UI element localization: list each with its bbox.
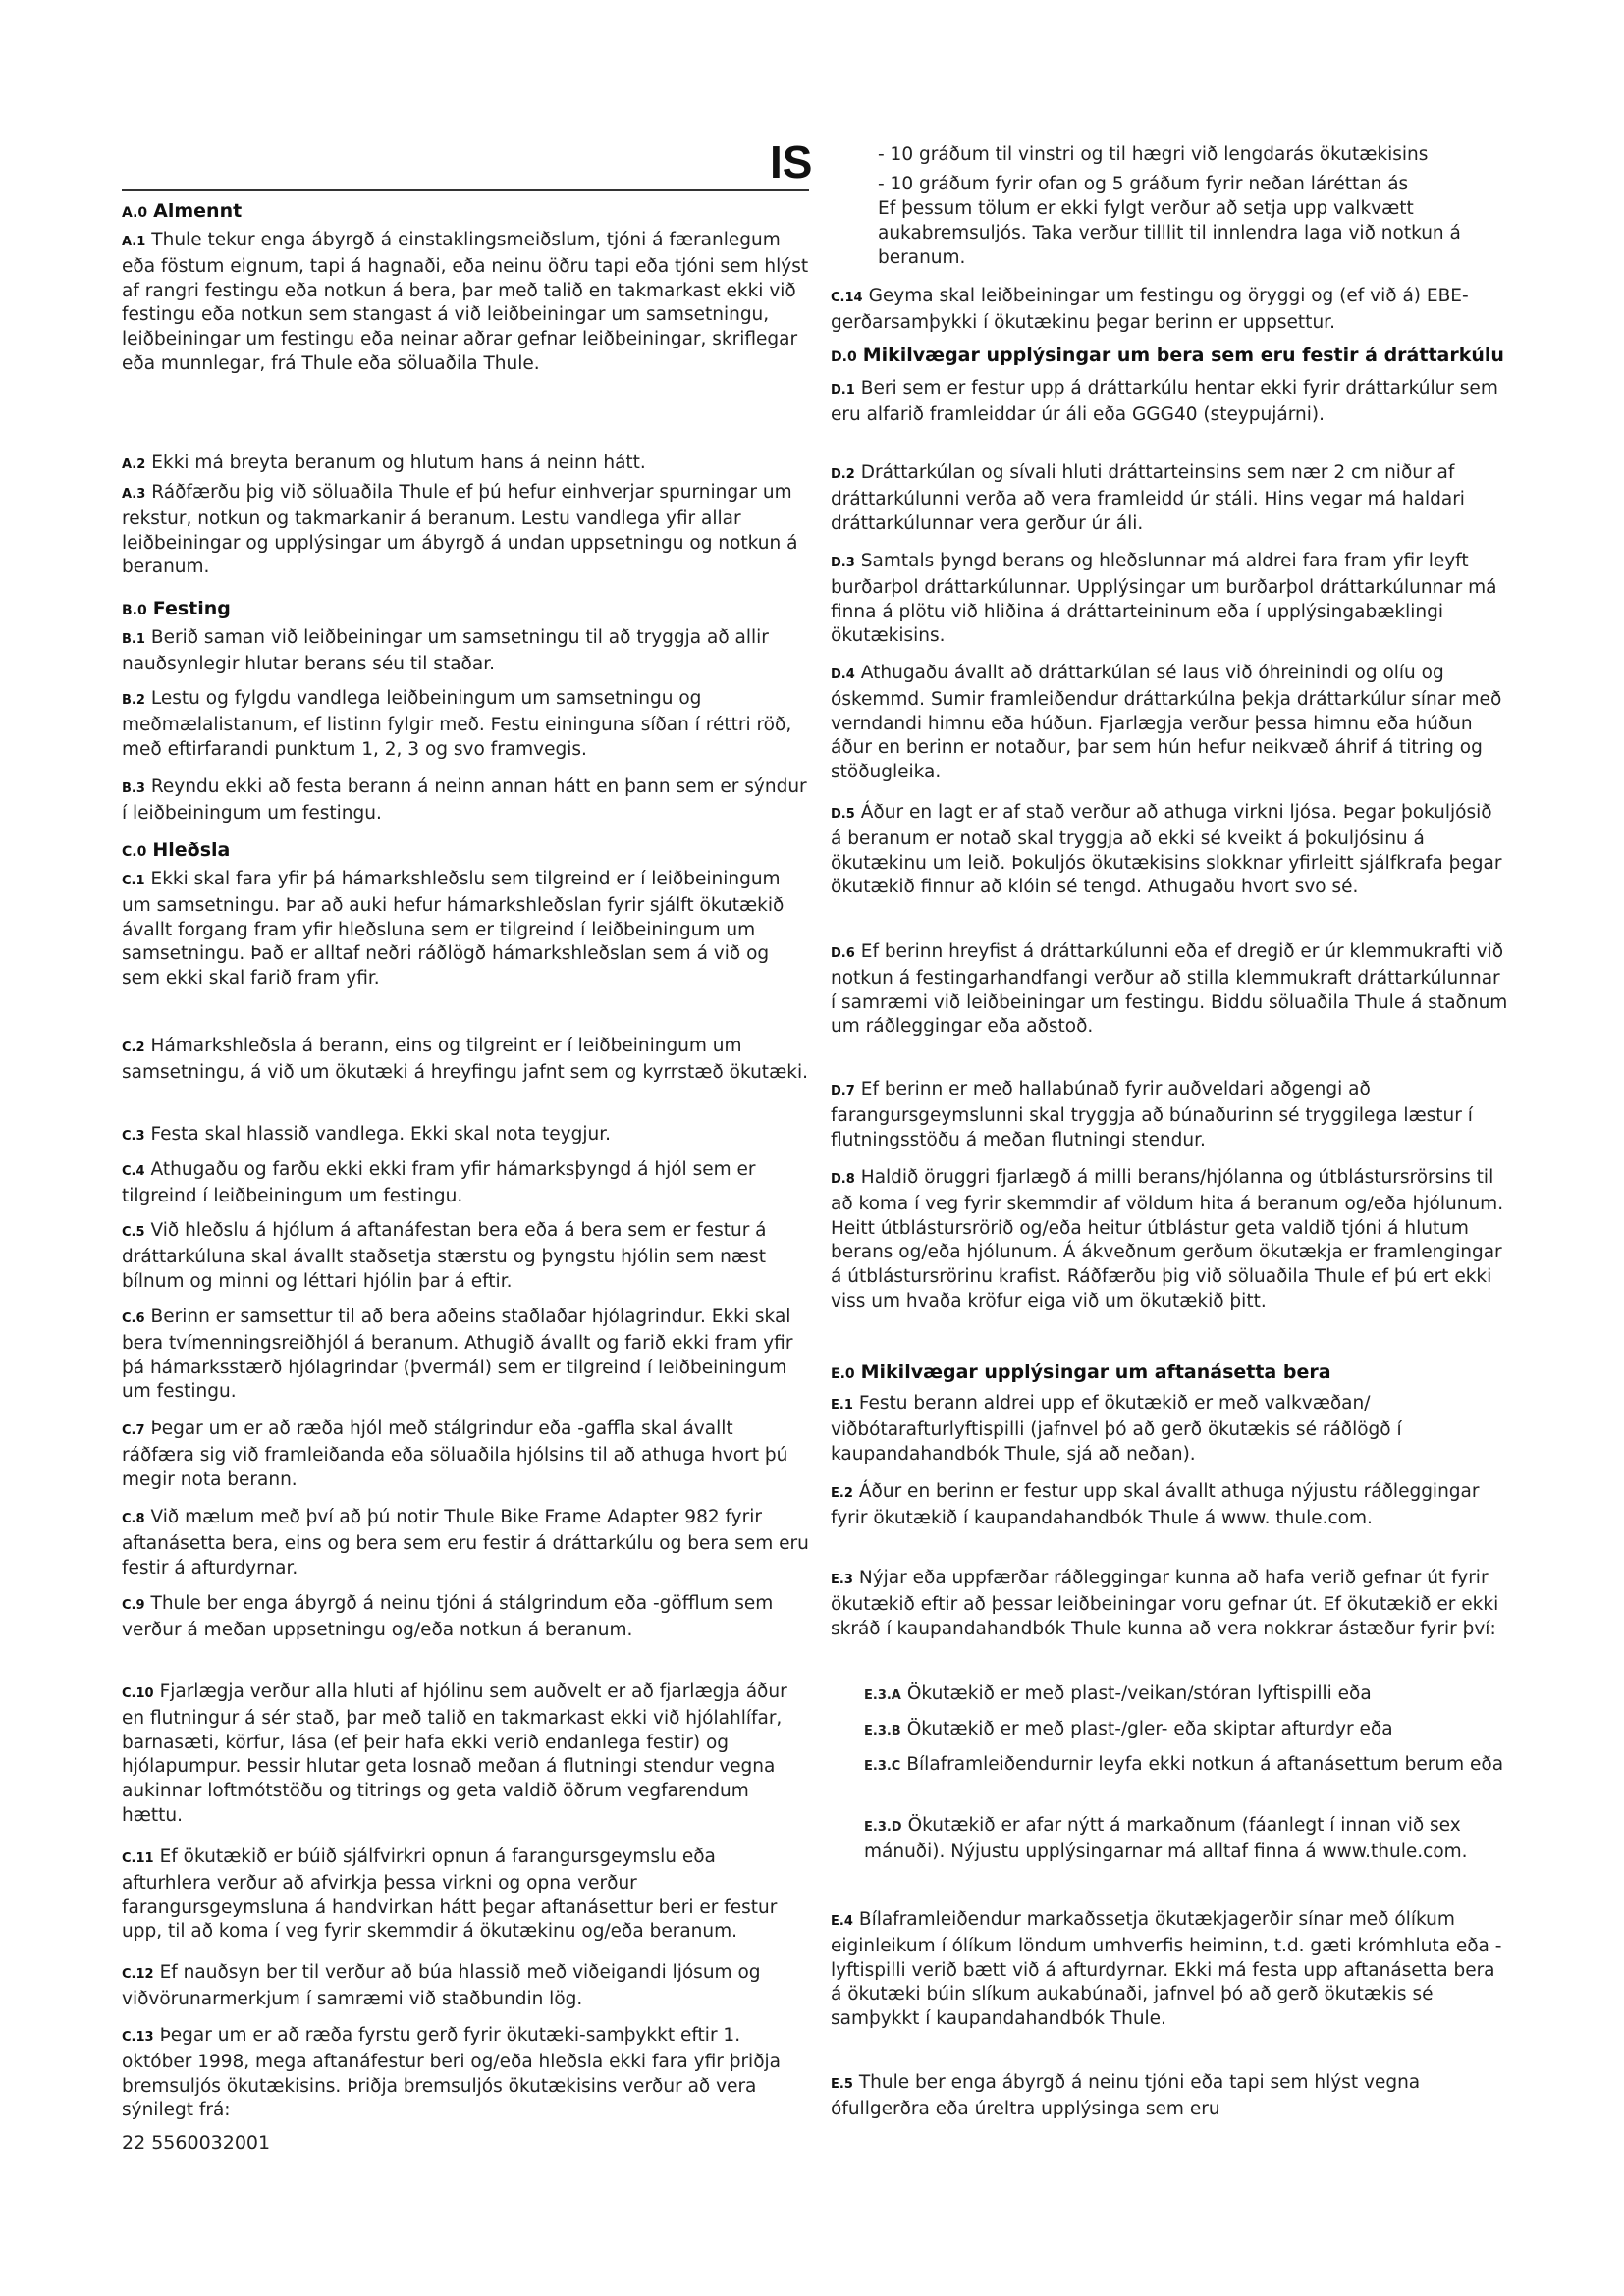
paragraph: E.1 Festu berann aldrei upp ef ökutækið er með valkvæðan/ viðbótarafturlyftispilli (jafnvel þó að gerð ökutækis sé ráðlögð í kaupandahandbók Thule, sjá að neðan). (831, 1393, 1402, 1465)
sub-item: E.3.C Bílaframleiðendurnir leyfa ekki notkun á aftanásettum berum eða (864, 1754, 1504, 1775)
paragraph: B.3 Reyndu ekki að festa berann á neinn annan hátt en þann sem er sýndur í leiðbeiningum um festingu. (122, 776, 807, 824)
paragraph: E.4 Bílaframleiðendur markaðssetja ökutækjagerðir sínar með ólíkum eiginleikum í ólíkum löndum umhverfis heiminn, t.d. gæti krómhluta eða -lyftispilli verið bætt við á afturdyrnar. Ekki má festa upp aftanásetta bera á ökutæki búin slíkum aukabúnaði, jafnvel þó að gerð ökutækis sé samþykkt í kaupandahandbók Thule. (831, 1909, 1502, 2030)
paragraph: A.2 Ekki má breyta beranum og hlutum hans á neinn hátt. (122, 453, 646, 473)
section-heading: E.0 Mikilvægar upplýsingar um aftanásetta bera (831, 1362, 1331, 1383)
paragraph: C.13 Þegar um er að ræða fyrstu gerð fyrir ökutæki-samþykkt eftir 1. október 1998, mega aftanáfestur beri og/eða hleðsla ekki fara yfir þriðja bremsuljós ökutækisins. Þriðja bremsuljós ökutækisins verður að vera sýnilegt frá: (122, 2025, 781, 2121)
paragraph: E.3 Nýjar eða uppfærðar ráðleggingar kunna að hafa verið gefnar út fyrir ökutækið eftir að þessar leiðbeiningar voru gefnar út. Ef ökutækið er ekki skráð í kaupandahandbók Thule kunna að vera nokkrar ástæður fyrir því: (831, 1568, 1499, 1639)
paragraph: C.10 Fjarlægja verður alla hluti af hjólinu sem auðvelt er að fjarlægja áður en flutningur á sér stað, þar með talið en takmarkast ekki við hjólahlífar, barnasæti, körfur, lása (ef þeir hafa ekki verið endanlega festir) og hjólapumpur. Þessir hlutar geta losnað meðan á flutningi stendur vegna aukinnar loftmótstöðu og titrings og geta valdið öðrum vegfarendum hættu. (122, 1682, 787, 1826)
paragraph: E.5 Thule ber enga ábyrgð á neinu tjóni eða tapi sem hlýst vegna ófullgerðra eða úreltra upplýsinga sem eru (831, 2072, 1421, 2119)
paragraph-continuation: Ef þessum tölum er ekki fylgt verður að setja upp valkvætt aukabremsuljós. Taka verður tilllit til innlendra laga við notkun á beranum. (878, 198, 1461, 268)
paragraph: C.14 Geyma skal leiðbeiningar um festingu og öryggi og (ef við á) EBE-gerðarsamþykki í ökutækinu þegar berinn er uppsettur. (831, 286, 1469, 333)
language-code: IS (770, 136, 813, 187)
paragraph: D.8 Haldið öruggri fjarlægð á milli berans/hjólanna og útblástursrörsins til að koma í veg fyrir skemmdir af völdum hita á beranum og/eða hjólunum. Heitt útblástursrörið og/eða heitur útblástur geta valdið tjóni á hlutum berans og/eða hjólunum. Á ákveðnum gerðum ökutækja er framlengingar á útblástursrörinu krafist. Ráðfærðu þig við söluaðila Thule ef þú ert ekki viss um hvaða kröfur eiga við um ökutækið þitt. (831, 1167, 1504, 1311)
paragraph: D.1 Beri sem er festur upp á dráttarkúlu hentar ekki fyrir dráttarkúlur sem eru alfarið framleiddar úr áli eða GGG40 (steypujárni). (831, 378, 1498, 425)
page-footer: 22 5560032001 (122, 2132, 271, 2154)
section-heading: A.0 Almennt (122, 200, 243, 222)
paragraph: D.2 Dráttarkúlan og sívali hluti dráttarteinsins sem nær 2 cm niður af dráttarkúlunni verða að vera framleidd úr stáli. Hins vegar má haldari dráttarkúlunnar vera gerður úr áli. (831, 462, 1465, 534)
sub-item: E.3.B Ökutækið er með plast-/gler- eða skiptar afturdyr eða (864, 1719, 1393, 1739)
paragraph: D.7 Ef berinn er með hallabúnað fyrir auðveldari aðgengi að farangursgeymslunni skal tryggja að búnaðurinn sé tryggilega læstur í flutningsstöðu á meðan flutningi stendur. (831, 1079, 1473, 1150)
section-heading: C.0 Hleðsla (122, 839, 231, 861)
sub-item: E.3.D Ökutækið er afar nýtt á markaðnum (fáanlegt í innan við sex mánuði). Nýjustu upplýsingarnar má alltaf finna á www.thule.com. (864, 1815, 1468, 1862)
paragraph: C.3 Festa skal hlassið vandlega. Ekki skal nota teygjur. (122, 1124, 611, 1145)
section-heading: D.0 Mikilvægar upplýsingar um bera sem eru festir á dráttarkúlu (831, 345, 1504, 366)
paragraph: C.11 Ef ökutækið er búið sjálfvirkri opnun á farangursgeymslu eða afturhlera verður að afvirkja þessa virkni og opna verður farangursgeymsluna á handvirkan hátt þegar aftanásettur beri er festur upp, til að koma í veg fyrir skemmdir á ökutækinu og/eða beranum. (122, 1846, 778, 1943)
paragraph: A.1 Thule tekur enga ábyrgð á einstaklingsmeiðslum, tjóni á færanlegum eða föstum eignum, tapi á hagnaði, eða neinu öðru tapi eða tjóni sem hlýst af rangri festingu eða notkun á bera, þar með talið en takmarkast ekki við festingu eða notkun sem stangast á við leiðbeiningar um samsetningu, leiðbeiningar um festingu eða neinar aðrar gefnar leiðbeiningar, skriflegar eða munnlegar, frá Thule eða söluaðila Thule. (122, 230, 809, 374)
sub-item: E.3.A Ökutækið er með plast-/veikan/stóran lyftispilli eða (864, 1683, 1372, 1704)
paragraph: D.6 Ef berinn hreyfist á dráttarkúlunni eða ef dregið er úr klemmukrafti við notkun á festingarhandfangi verður að stilla klemmukraft dráttarkúlunnar í samræmi við leiðbeiningar um festingu. Biddu söluaðila Thule á staðnum um ráðleggingar eða aðstoð. (831, 941, 1508, 1038)
paragraph: E.2 Áður en berinn er festur upp skal ávallt athuga nýjustu ráðleggingar fyrir ökutækið í kaupandahandbók Thule á www. thule.com. (831, 1481, 1480, 1528)
paragraph: C.4 Athugaðu og farðu ekki ekki fram yfir hámarksþyngd á hjól sem er tilgreind í leiðbeiningum um festingu. (122, 1159, 756, 1206)
paragraph: C.8 Við mælum með því að þú notir Thule Bike Frame Adapter 982 fyrir aftanásetta bera, eins og bera sem eru festir á dráttarkúlu og bera sem eru festir á afturdyrnar. (122, 1507, 809, 1578)
paragraph: C.6 Berinn er samsettur til að bera aðeins staðlaðar hjólagrindur. Ekki skal bera tvímenningsreiðhjól á beranum. Athugið ávallt og farið ekki fram yfir þá hámarksstærð hjólagrindar (þvermál) sem er tilgreind í leiðbeiningum um festingu. (122, 1307, 793, 1403)
paragraph: D.4 Athugaðu ávallt að dráttarkúlan sé laus við óhreinindi og olíu og óskemmd. Sumir framleiðendur dráttarkúlna þekja dráttarkúlur sínar með verndandi himnu eða húðun. Fjarlægja verður þessa himnu eða húðun áður en berinn er notaður, þar sem hún hefur neikvæð áhrif á titring og stöðugleika. (831, 663, 1502, 783)
paragraph: C.1 Ekki skal fara yfir þá hámarkshleðslu sem tilgreind er í leiðbeiningum um samsetningu. Þar að auki hefur hámarkshleðslan fyrir sjálft ökutækið ávallt forgang fram yfir hleðsluna sem er tilgreind í leiðbeiningum um samsetningu. Það er alltaf neðri ráðlögð hámarkshleðslan sem á við og sem ekki skal farið fram yfir. (122, 869, 785, 989)
paragraph: C.9 Thule ber enga ábyrgð á neinu tjóni á stálgrindum eða -göfflum sem verður á meðan uppsetningu og/eða notkun á beranum. (122, 1593, 774, 1640)
paragraph: D.3 Samtals þyngd berans og hleðslunnar má aldrei fara fram yfir leyft burðarþol dráttarkúlunnar. Upplýsingar um burðarþol dráttarkúlunnar má finna á plötu við hliðina á dráttarteininum eða í upplýsingabæklingi ökutækisins. (831, 551, 1497, 647)
paragraph: C.12 Ef nauðsyn ber til verður að búa hlassið með viðeigandi ljósum og viðvörunarmerkjum í samræmi við staðbundin lög. (122, 1962, 761, 2009)
paragraph: D.5 Áður en lagt er af stað verður að athuga virkni ljósa. Þegar þokuljósið á beranum er notað skal tryggja að ekki sé kveikt á þokuljósinu á ökutækinu um leið. Þokuljós ökutækisins slokknar yfirleitt sjálfkrafa þegar ökutækið finnur að klóin sé tengd. Athugaðu hvort svo sé. (831, 802, 1502, 898)
bullet-item: - 10 gráðum fyrir ofan og 5 gráðum fyrir neðan láréttan ás (878, 174, 1409, 194)
paragraph: C.7 Þegar um er að ræða hjól með stálgrindur eða -gaffla skal ávallt ráðfæra sig við framleiðanda eða söluaðila hjólsins til að athuga hvort þú megir nota berann. (122, 1418, 788, 1490)
bullet-item: - 10 gráðum til vinstri og til hægri við lengdarás ökutækisins (878, 144, 1429, 165)
paragraph: A.3 Ráðfærðu þig við söluaðila Thule ef þú hefur einhverjar spurningar um rekstur, notkun og takmarkanir á beranum. Lestu vandlega yfir allar leiðbeiningar og upplýsingar um ábyrgð á undan uppsetningu og notkun á beranum. (122, 482, 798, 578)
paragraph: B.1 Berið saman við leiðbeiningar um samsetningu til að tryggja að allir nauðsynlegir hlutar berans séu til staðar. (122, 627, 769, 674)
header-rule (122, 189, 809, 191)
paragraph: C.5 Við hleðslu á hjólum á aftanáfestan bera eða á bera sem er festur á dráttarkúluna skal ávallt staðsetja stærstu og þyngstu hjólin sem næst bílnum og minni og léttari hjólin þar á eftir. (122, 1220, 767, 1292)
paragraph: C.2 Hámarkshleðsla á berann, eins og tilgreint er í leiðbeiningum um samsetningu, á við um ökutæki á hreyfingu jafnt sem og kyrrstæð ökutæki. (122, 1036, 808, 1083)
section-heading: B.0 Festing (122, 598, 231, 619)
paragraph: B.2 Lestu og fylgdu vandlega leiðbeiningum um samsetningu og meðmælalistanum, ef listinn fylgir með. Festu eininguna síðan í réttri röð, með eftirfarandi punktum 1, 2, 3 og svo framvegis. (122, 688, 792, 760)
